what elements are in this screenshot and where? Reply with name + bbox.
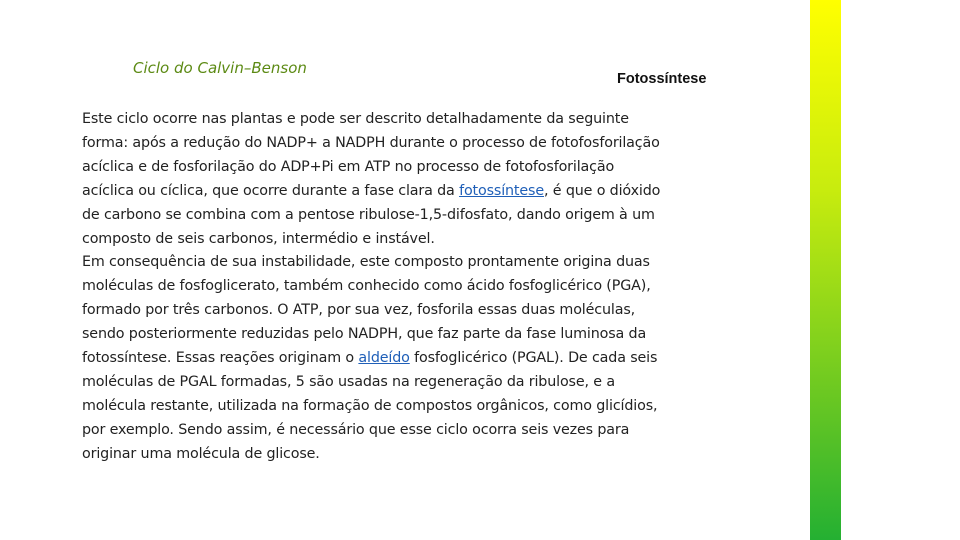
slide-subtitle: Fotossíntese — [617, 71, 707, 87]
text-line: moléculas de fosfoglicerato, também conhecido como ácido fosfoglicérico (PGA), — [82, 278, 651, 295]
text-line: de carbono se combina com a pentose ribulose-1,5-difosfato, dando origem à um — [82, 206, 655, 223]
text-line: molécula restante, utilizada na formação de compostos orgânicos, como glicídios, — [82, 397, 658, 414]
paragraph-1 — [82, 108, 752, 251]
text-fragment: fotossíntese. Essas reações originam o — [82, 350, 359, 367]
text-fragment: , é que o dióxido — [543, 182, 661, 199]
text-line: por exemplo. Sendo assim, é necessário que esse ciclo ocorra seis vezes para — [82, 421, 630, 438]
text-line: Em consequência de sua instabilidade, este composto prontamente origina duas — [82, 254, 650, 271]
text-line: composto de seis carbonos, intermédio e instável. — [82, 230, 435, 247]
text-line — [82, 180, 752, 204]
text-line: forma: após a redução do NADP+ a NADPH durante o processo de fotofosforilação — [82, 134, 660, 151]
text-line: sendo posteriormente reduzidas pelo NADPH, que faz parte da fase luminosa da — [82, 326, 647, 343]
text-line: formado por três carbonos. O ATP, por sua vez, fosforila essas duas moléculas, — [82, 302, 636, 319]
text-line: moléculas de PGAL formadas, 5 são usadas na regeneração da ribulose, e a — [82, 373, 615, 390]
text-line: Este ciclo ocorre nas plantas e pode ser descrito detalhadamente da seguinte — [82, 111, 629, 127]
gradient-accent-bar — [810, 0, 841, 540]
body-text — [82, 108, 752, 467]
text-line: acíclica e de fosforilação do ADP+Pi em ATP no processo de fotofosforilação — [82, 158, 615, 175]
slide-title: Ciclo do Calvin–Benson — [133, 59, 307, 77]
text-fragment: acíclica ou cíclica, que ocorre durante a fase clara da — [82, 182, 460, 199]
link-aldeido[interactable]: aldeído — [358, 350, 410, 367]
paragraph-2 — [82, 251, 752, 466]
link-fotossintese[interactable]: fotossíntese — [459, 182, 544, 199]
text-line — [82, 347, 752, 371]
text-fragment: fosfoglicérico (PGAL). De cada seis — [409, 350, 658, 367]
text-line: originar uma molécula de glicose. — [82, 445, 320, 462]
